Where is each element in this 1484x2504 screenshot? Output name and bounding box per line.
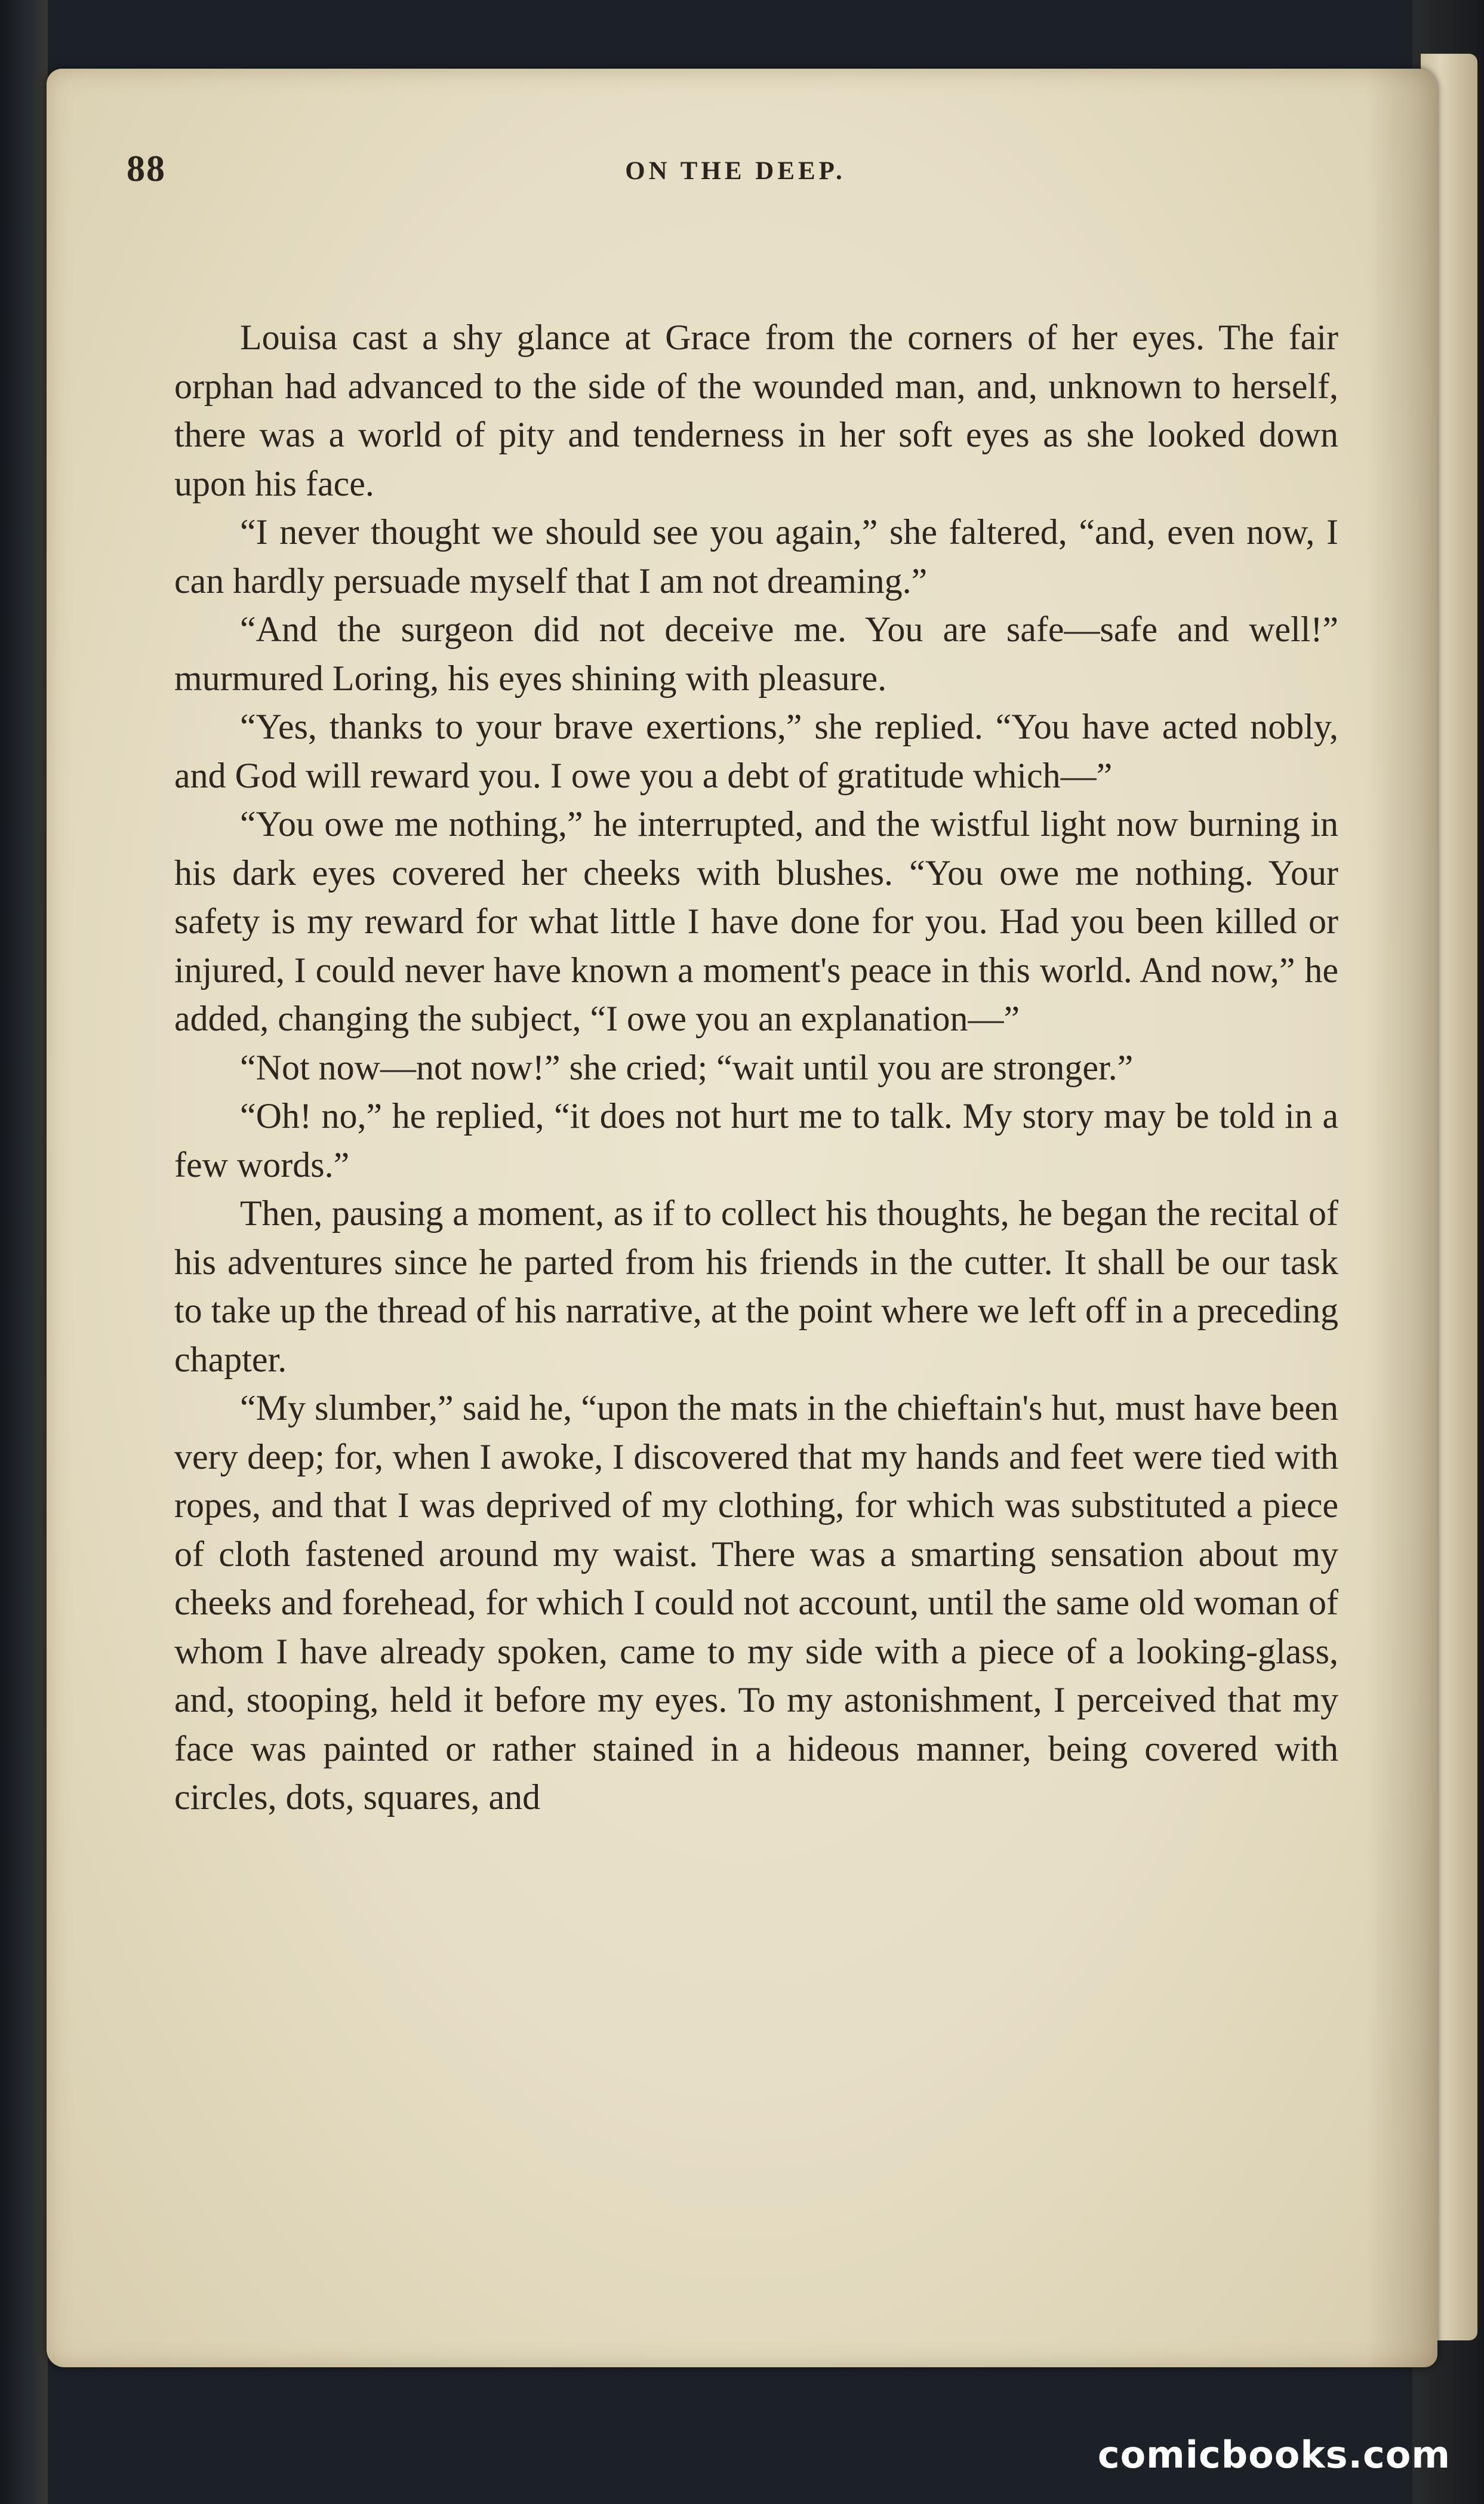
paragraph: “Yes, thanks to your brave exertions,” she replied. “You have acted nobly, and God will reward you. I owe you a debt of gratitude which—”	[174, 707, 1338, 795]
paragraph: “And the surgeon did not deceive me. You are safe—safe and well!” murmured Loring, his eyes shining with pleasure.	[174, 610, 1338, 698]
running-head	[127, 148, 1344, 220]
paragraph: “My slumber,” said he, “upon the mats in the chieftain's hut, must have been very deep; for, when I awoke, I discovered that my hands and feet were tied with ropes, and that I was deprived of my clothing, for which was substituted a piece of cloth fastened around my waist. There was a smarting sensation about my cheeks and forehead, for which I could not account, until the same old woman of whom I have already spoken, came to my side with a piece of a looking-glass, and, stooping, held it before my eyes. To my astonishment, I perceived that my face was painted or rather stained in a hideous manner, being covered with circles, dots, squares, and	[174, 1388, 1338, 1817]
paragraph: “You owe me nothing,” he interrupted, and the wistful light now burning in his dark eyes covered her cheeks with blushes. “You owe me nothing. Your safety is my reward for what little I have done for you. Had you been killed or injured, I could never have known a moment's peace in this world. And now,” he added, changing the subject, “I owe you an explanation—”	[174, 804, 1338, 1038]
paragraph: “Oh! no,” he replied, “it does not hurt me to talk. My story may be told in a few words.”	[174, 1096, 1338, 1185]
page-number: 88	[127, 149, 166, 189]
gutter-shadow	[1366, 69, 1437, 2367]
body-text	[174, 313, 1338, 1822]
running-title: ON THE DEEP.	[625, 157, 846, 185]
paragraph: “I never thought we should see you again,” she faltered, “and, even now, I can hardly persuade myself that I am not dreaming.”	[174, 512, 1338, 601]
binding-edge	[0, 0, 48, 2504]
paragraph: “Not now—not now!” she cried; “wait until you are stronger.”	[240, 1047, 1134, 1087]
paragraph: Then, pausing a moment, as if to collect his thoughts, he began the recital of his adventures since he parted from his friends in the cutter. It shall be our task to take up the thread of his narrative, at the point where we left off in a preceding chapter.	[174, 1193, 1338, 1379]
watermark: comicbooks.com	[1097, 2433, 1451, 2477]
paragraph: Louisa cast a shy glance at Grace from the corners of her eyes. The fair orphan had advanced to the side of the wounded man, and, unknown to herself, there was a world of pity and tenderness in her soft eyes as she looked down upon his face.	[174, 318, 1338, 503]
